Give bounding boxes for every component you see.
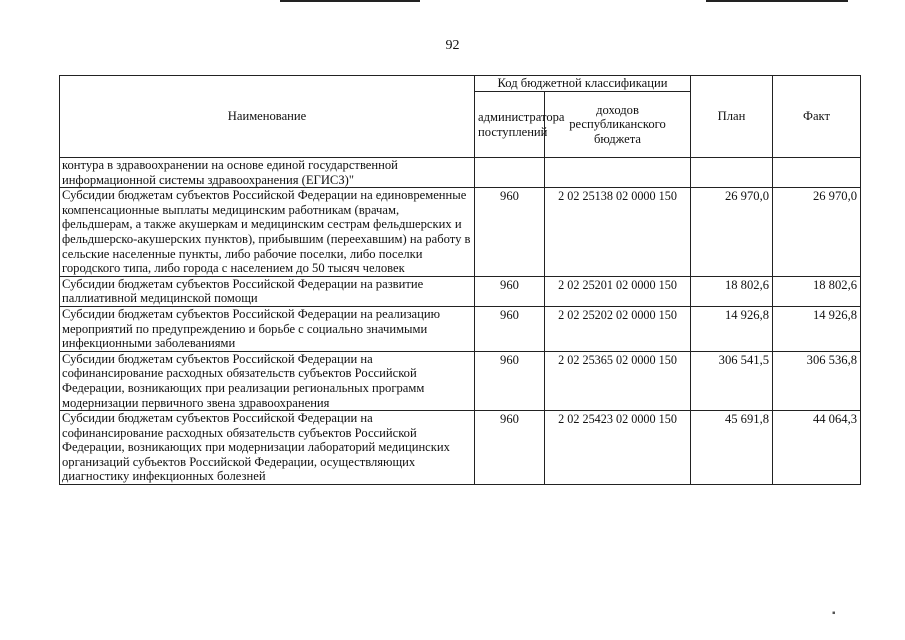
row-fact: 26 970,0 <box>773 188 861 277</box>
row-name: контура в здравоохранении на основе единой государственной информационной системы здравоохранения (ЕГИСЗ)" <box>60 158 475 188</box>
table-row <box>60 351 861 410</box>
table-row <box>60 276 861 306</box>
table-row <box>60 306 861 351</box>
header-income: доходов республиканского бюджета <box>545 92 691 158</box>
table-row <box>60 411 861 485</box>
table-row <box>60 158 861 188</box>
scan-line-right <box>706 0 848 2</box>
row-code: 2 02 25201 02 0000 150 <box>545 276 691 306</box>
row-code: 2 02 25138 02 0000 150 <box>545 188 691 277</box>
header-name: Наименование <box>60 76 475 158</box>
row-name: Субсидии бюджетам субъектов Российской Федерации на единовременные компенсационные выплаты медицинским работникам (врачам, фельдшерам, а также акушеркам и медицинским сестрам фельдшерских и фельдшерско-акушерских пунктов), прибывшим (переехавшим) на работу в сельские населенные пункты, либо рабочие поселки, либо поселки городского типа, либо города с населением до 50 тысяч человек <box>60 188 475 277</box>
row-plan: 26 970,0 <box>691 188 773 277</box>
scan-mark-bottom: ▪ <box>832 608 836 619</box>
row-plan: 18 802,6 <box>691 276 773 306</box>
page-number: 92 <box>445 38 460 53</box>
row-code <box>545 158 691 188</box>
row-code: 2 02 25202 02 0000 150 <box>545 306 691 351</box>
row-code: 2 02 25423 02 0000 150 <box>545 411 691 485</box>
row-name: Субсидии бюджетам субъектов Российской Федерации на развитие паллиативной медицинской помощи <box>60 276 475 306</box>
row-fact: 306 536,8 <box>773 351 861 410</box>
row-plan: 45 691,8 <box>691 411 773 485</box>
row-fact: 44 064,3 <box>773 411 861 485</box>
header-admin: администратора поступлений <box>475 92 545 158</box>
row-name: Субсидии бюджетам субъектов Российской Федерации на софинансирование расходных обязательств субъектов Российской Федерации, возникающих при реализации региональных программ модернизации первичного звена здравоохранения <box>60 351 475 410</box>
row-code: 2 02 25365 02 0000 150 <box>545 351 691 410</box>
table-row <box>60 188 861 277</box>
row-plan <box>691 158 773 188</box>
row-admin: 960 <box>475 351 545 410</box>
header-fact: Факт <box>773 76 861 158</box>
header-plan: План <box>691 76 773 158</box>
row-admin <box>475 158 545 188</box>
row-fact: 14 926,8 <box>773 306 861 351</box>
header-code-group: Код бюджетной классификации <box>475 76 691 92</box>
row-admin: 960 <box>475 276 545 306</box>
row-admin: 960 <box>475 188 545 277</box>
budget-table <box>59 75 861 485</box>
row-admin: 960 <box>475 411 545 485</box>
row-fact <box>773 158 861 188</box>
row-plan: 306 541,5 <box>691 351 773 410</box>
row-admin: 960 <box>475 306 545 351</box>
row-plan: 14 926,8 <box>691 306 773 351</box>
scan-line-left <box>280 0 420 2</box>
row-fact: 18 802,6 <box>773 276 861 306</box>
row-name: Субсидии бюджетам субъектов Российской Федерации на реализацию мероприятий по предупреждению и борьбе с социально значимыми инфекционными заболеваниями <box>60 306 475 351</box>
header-row-1 <box>60 76 861 92</box>
row-name: Субсидии бюджетам субъектов Российской Федерации на софинансирование расходных обязательств субъектов Российской Федерации, возникающих при модернизации лабораторий медицинских организаций субъектов Российской Федерации, осуществляющих диагностику инфекционных болезней <box>60 411 475 485</box>
